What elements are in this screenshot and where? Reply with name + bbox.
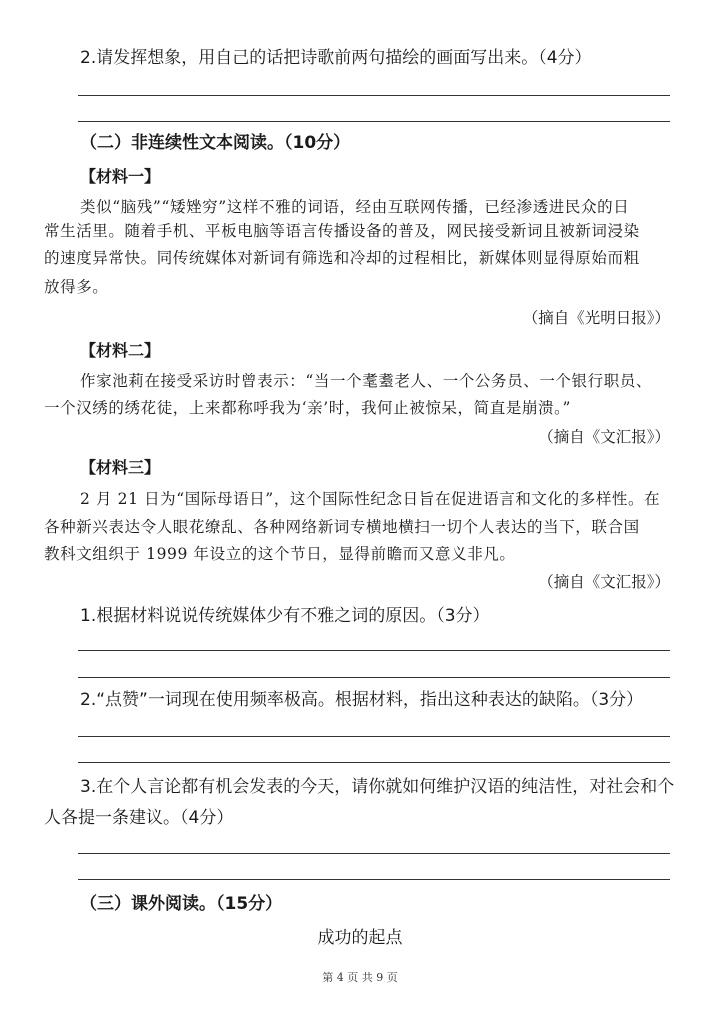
question-s2-3: 3.在个人言论都有机会发表的今天，请你就如何维护汉语的纯洁性，对社会和个 <box>80 777 675 797</box>
answer-line <box>78 677 670 678</box>
question-s1-2: 2.请发挥想象，用自己的话把诗歌前两句描绘的画面写出来。（4分） <box>80 48 592 68</box>
material-2-line: 作家池莉在接受采访时曾表示：“当一个耄耋老人、一个公务员、一个银行职员、 <box>80 372 653 390</box>
answer-line <box>78 650 670 651</box>
material-2-source: （摘自《文汇报》） <box>538 428 670 446</box>
material-1-line: 放得多。 <box>44 278 109 296</box>
answer-line <box>78 121 670 122</box>
material-2-line: 一个汉绣的绣花徒，上来都称呼我为‘亲’时，我何止被惊呆，简直是崩溃。” <box>44 399 572 417</box>
material-3-line: 教科文组织于 1999 年设立的这个节日，显得前瞻而又意义非凡。 <box>44 545 516 563</box>
material-1-line: 类似“脑残”“矮矬穷”这样不雅的词语，经由互联网传播，已经渗透进民众的日 <box>80 198 630 216</box>
material-1-label: 【材料一】 <box>80 167 161 186</box>
answer-line <box>78 95 670 96</box>
question-s2-2: 2.“点赞”一词现在使用频率极高。根据材料，指出这种表达的缺陷。（3分） <box>80 690 644 710</box>
material-3-line: 2 月 21 日为“国际母语日”，这个国际性纪念日旨在促进语言和文化的多样性。在 <box>80 490 661 508</box>
answer-line <box>78 879 670 880</box>
material-1-source: （摘自《光明日报》） <box>522 309 670 327</box>
answer-line <box>78 853 670 854</box>
section-heading-3: （三）课外阅读。（15分） <box>80 894 283 914</box>
page-number: 第 4 页 共 9 页 <box>322 971 398 984</box>
section-heading-2: （二）非连续性文本阅读。（10分） <box>80 133 351 153</box>
material-3-source: （摘自《文汇报》） <box>538 573 670 591</box>
story-title: 成功的起点 <box>317 928 403 948</box>
material-1-line: 的速度异常快。同传统媒体对新词有筛选和冷却的过程相比，新媒体则显得原始而粗 <box>44 249 640 267</box>
answer-line <box>78 736 670 737</box>
question-s2-1: 1.根据材料说说传统媒体少有不雅之词的原因。（3分） <box>80 606 490 626</box>
question-s2-3-cont: 人各提一条建议。（4分） <box>44 808 234 828</box>
material-3-line: 各种新兴表达令人眼花缭乱、各种网络新词专横地横扫一切个人表达的当下，联合国 <box>44 518 640 536</box>
answer-line <box>78 762 670 763</box>
material-3-label: 【材料三】 <box>80 458 161 477</box>
material-2-label: 【材料二】 <box>80 341 161 360</box>
material-1-line: 常生活里。随着手机、平板电脑等语言传播设备的普及，网民接受新词且被新词浸染 <box>44 222 640 240</box>
